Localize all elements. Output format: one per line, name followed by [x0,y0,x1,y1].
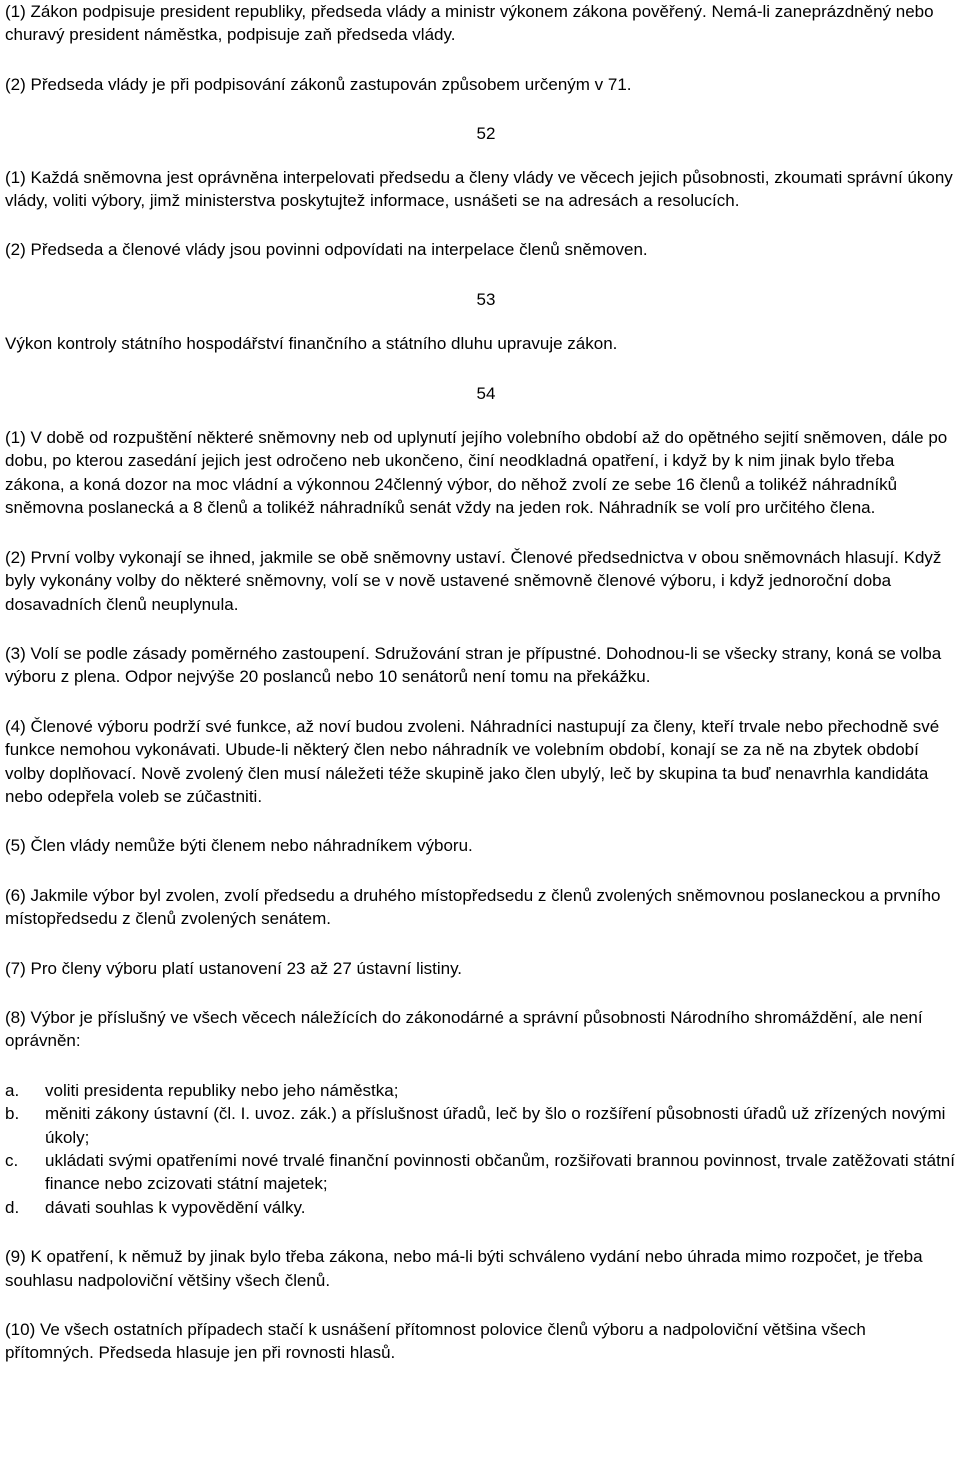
section-number: 54 [476,383,496,403]
document-page [5,0,955,1365]
paragraph-52-1: (1) Každá sněmovna jest oprávněna interpelovati předsedu a členy vlády ve věcech jejich působnosti, zkoumati správní úkony vlády, voliti výbory, jimž ministerstva poskytujtež informace, usnášeti se na adresách a resolucích. [5,167,953,211]
section-heading-53 [5,288,955,311]
restrictions-list [5,1079,955,1219]
paragraph-54-7: (7) Pro členy výboru platí ustanovení 23 až 27 ústavní listiny. [5,958,463,978]
paragraph-52-2: (2) Předseda a členové vlády jsou povinni odpovídati na interpelace členů sněmoven. [5,240,648,260]
paragraph-54-1: (1) V době od rozpuštění některé sněmovny neb od uplynutí jejího volebního období až do opětného sejití sněmoven, dále po dobu, po kterou zasedání jejich jest odročeno neb ukončeno, činí neodkladná opatření, i když by k nim jinak bylo třeba zákona, a koná dozor na moc vládní a výkonnou 24členný výbor, do něhož zvolí ze sebe 16 členů a tolikéž náhradníků sněmovna poslanecká a 8 členů a tolikéž náhradníků senát vždy na jeden rok. Náhradník se volí pro určitého člena. [5,428,948,518]
paragraph-51-2: (2) Předseda vlády je při podpisování zákonů zastupován způsobem určeným v 71. [5,74,632,94]
section-heading-54 [5,382,955,405]
list-item-text: měniti zákony ústavní (čl. I. uvoz. zák.) a příslušnost úřadů, leč by šlo o rozšíření působnosti úřadů už zřízených novými úkoly; [45,1104,946,1147]
paragraph-54-9: (9) K opatření, k němuž by jinak bylo třeba zákona, nebo má-li býti schváleno vydání nebo úhrada mimo rozpočet, je třeba souhlasu nadpoloviční většiny všech členů. [5,1247,923,1290]
section-number: 52 [476,124,496,144]
paragraph-54-10: (10) Ve všech ostatních případech stačí k usnášení přítomnost polovice členů výboru a nadpoloviční většina všech přítomných. Předseda hlasuje jen při rovnosti hlasů. [5,1320,866,1363]
list-marker: c. [5,1151,19,1170]
list-marker: d. [5,1197,20,1217]
list-marker: b. [5,1104,20,1124]
paragraph-54-2: (2) První volby vykonají se ihned, jakmile se obě sněmovny ustaví. Členové předsednictva v obou sněmovnách hlasují. Když byly vykonány volby do některé sněmovny, volí se v nově ustavené sněmovně členové výboru, i když jednoroční doba dosavadních členů neuplynula. [5,547,942,614]
paragraph-53-1: Výkon kontroly státního hospodářství finančního a státního dluhu upravuje zákon. [5,334,618,354]
list-item-text: ukládati svými opatřeními nové trvalé finanční povinnosti občanům, rozšiřovati brannou povinnost, trvale zatěžovati státní finance nebo zcizovati státní majetek; [45,1151,955,1194]
paragraph-54-4: (4) Členové výboru podrží své funkce, až noví budou zvoleni. Náhradníci nastupují za členy, kteří trvale nebo přechodně své funkce nemohou vykonávati. Ubude-li některý člen nebo náhradník ve volebním období, konají se za ně na zbytek období volby doplňovací. Nově zvolený člen musí náležeti téže skupině jako člen ubylý, leč by skupina ta buď nenavrhla kandidáta nebo odepřela voleb se zúčastniti. [5,716,940,806]
list-marker: a. [5,1080,20,1100]
paragraph-54-5: (5) Člen vlády nemůže býti členem nebo náhradníkem výboru. [5,836,473,856]
section-number: 53 [476,289,496,309]
list-item [5,1079,955,1102]
paragraph-54-8: (8) Výbor je příslušný ve všech věcech náležících do zákonodárné a správní působnosti Národního shromáždění, ale není oprávněn: [5,1007,923,1051]
section-heading-52 [5,122,955,145]
list-item [5,1102,955,1149]
list-item-text: voliti presidenta republiky nebo jeho náměstka; [45,1080,399,1100]
paragraph-54-6: (6) Jakmile výbor byl zvolen, zvolí předsedu a druhého místopředsedu z členů zvolených sněmovnou poslaneckou a prvního místopředsedu z členů zvolených senátem. [5,885,941,929]
list-item [5,1149,955,1196]
list-item-text: dávati souhlas k vypovědění války. [45,1197,306,1217]
paragraph-51-1: (1) Zákon podpisuje president republiky, předseda vlády a ministr výkonem zákona pověřený. Nemá-li zaneprázdněný nebo churavý president náměstka, podpisuje zaň předseda vlády. [5,2,934,45]
list-item [5,1196,955,1219]
paragraph-54-3: (3) Volí se podle zásady poměrného zastoupení. Sdružování stran je přípustné. Dohodnou-li se všecky strany, koná se volba výboru z plena. Odpor nejvýše 20 poslanců nebo 10 senátorů není tomu na překážku. [5,643,942,687]
